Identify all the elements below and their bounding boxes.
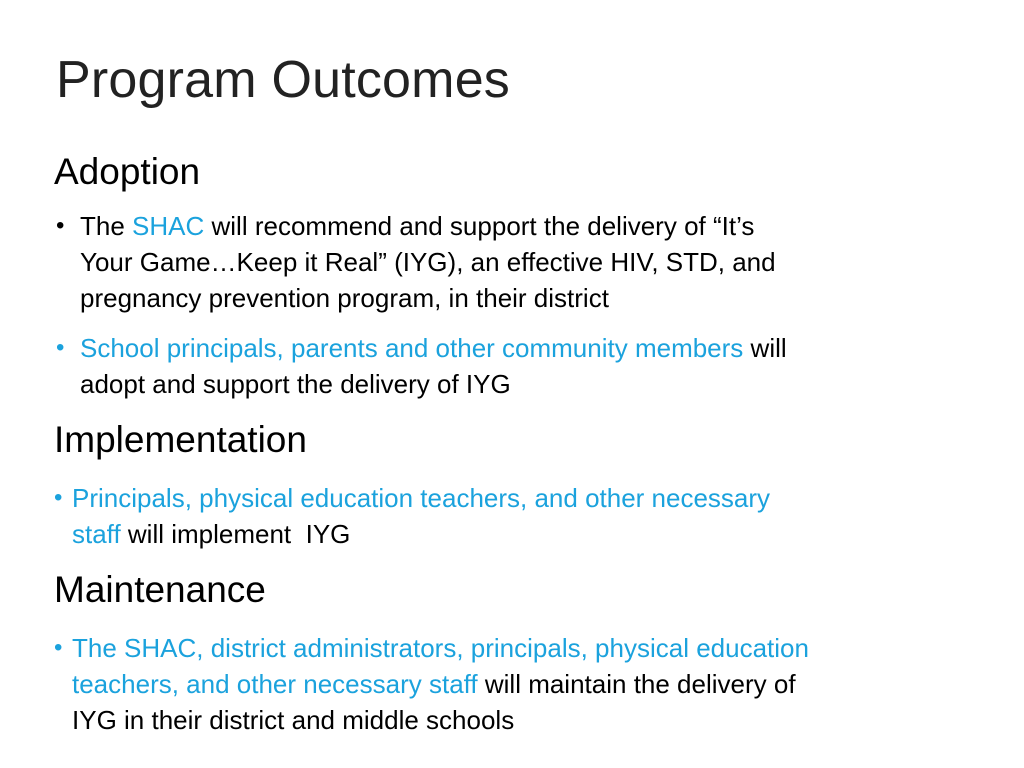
bullet-line: [80, 208, 960, 244]
bullet-shac-recommend: [56, 208, 960, 316]
highlight-text: School principals, parents and other community members: [80, 333, 744, 363]
bullet-text: will recommend and support the delivery of “It’s: [204, 211, 755, 241]
section-heading-adoption: Adoption: [54, 151, 201, 192]
bullet-line: [72, 516, 952, 552]
bullet-line: adopt and support the delivery of IYG: [80, 369, 511, 399]
bullet-text: will: [743, 333, 787, 363]
bullet-dot: •: [54, 634, 63, 661]
bullet-dot: •: [54, 484, 63, 511]
highlight-text: SHAC: [132, 211, 205, 241]
bullet-dot: •: [56, 212, 65, 239]
bullet-line: [72, 666, 972, 702]
bullet-implement: [54, 480, 952, 552]
section-heading-implementation: Implementation: [54, 419, 307, 460]
highlight-text: staff: [72, 519, 121, 549]
bullet-line: The SHAC, district administrators, principals, physical education: [72, 633, 809, 663]
bullet-text: will implement IYG: [120, 519, 351, 549]
section-heading-maintenance: Maintenance: [54, 569, 266, 610]
bullet-line: [80, 330, 960, 366]
bullet-line: Your Game…Keep it Real” (IYG), an effective HIV, STD, and: [80, 247, 776, 277]
bullet-text: will maintain the delivery of: [477, 669, 796, 699]
bullet-community-adopt: [56, 330, 960, 402]
bullet-maintain: [54, 630, 972, 738]
bullet-text: The: [80, 211, 133, 241]
slide-title: Program Outcomes: [56, 51, 511, 109]
bullet-line: pregnancy prevention program, in their district: [80, 283, 609, 313]
bullet-line: IYG in their district and middle schools: [72, 705, 515, 735]
highlight-text: teachers, and other necessary staff: [72, 669, 478, 699]
bullet-dot: •: [56, 334, 65, 361]
bullet-line: Principals, physical education teachers, and other necessary: [72, 483, 771, 513]
